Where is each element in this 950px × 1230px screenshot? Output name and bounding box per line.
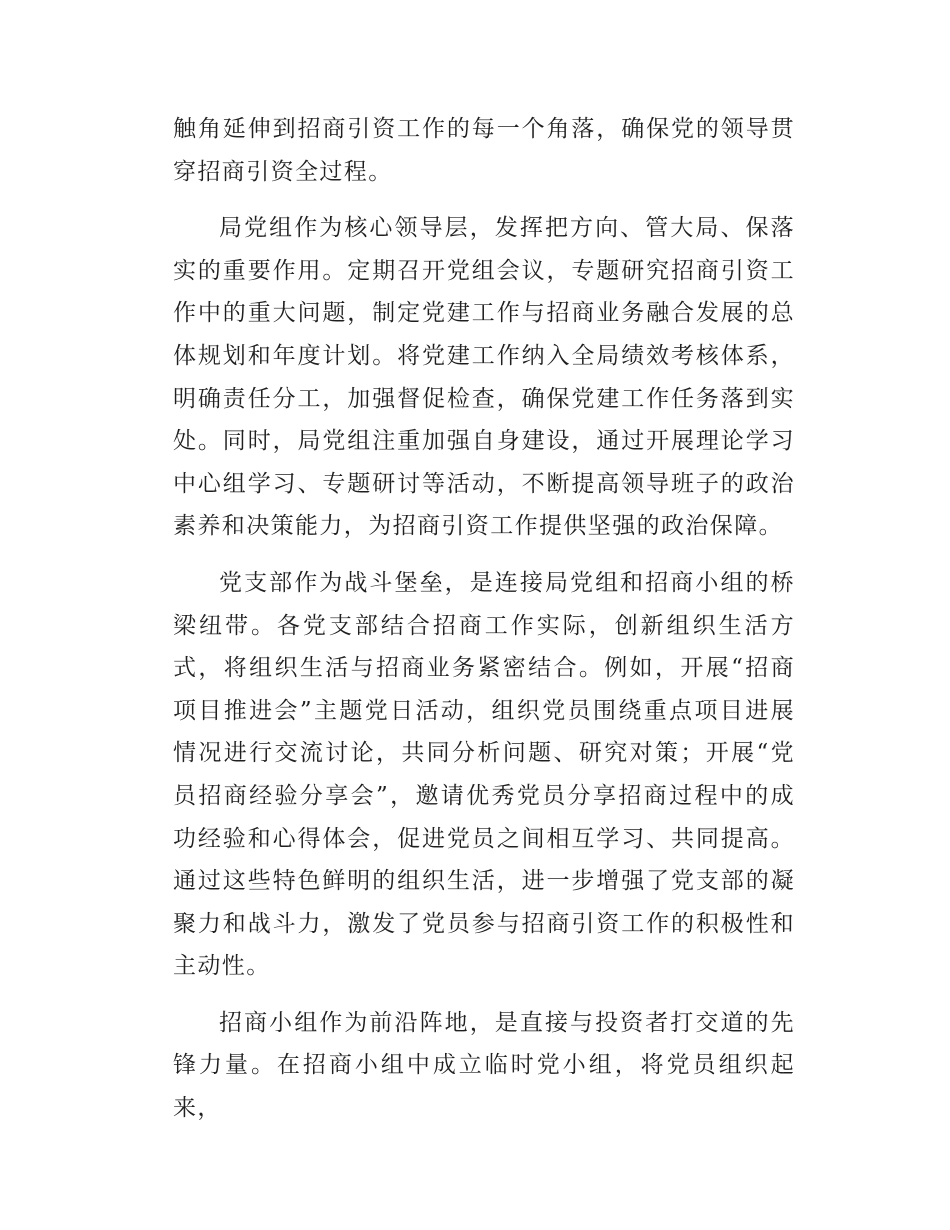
- paragraph-continuation: 触角延伸到招商引资工作的每一个角落，确保党的领导贯穿招商引资全过程。: [173, 116, 795, 185]
- document-body: [173, 108, 795, 1144]
- paragraph-party-group: 局党组作为核心领导层，发挥把方向、管大局、保落实的重要作用。定期召开党组会议，专题研究招商引资工作中的重大问题，制定党建工作与招商业务融合发展的总体规划和年度计划。将党建工作纳入全局绩效考核体系，明确责任分工，加强督促检查，确保党建工作任务落到实处。同时，局党组注重加强自身建设，通过开展理论学习中心组学习、专题研讨等活动，不断提高领导班子的政治素养和决策能力，为招商引资工作提供坚强的政治保障。: [173, 215, 795, 540]
- paragraph-party-branch: 党支部作为战斗堡垒，是连接局党组和招商小组的桥梁纽带。各党支部结合招商工作实际，创新组织生活方式，将组织生活与招商业务紧密结合。例如，开展“招商项目推进会”主题党日活动，组织党员围绕重点项目进展情况进行交流讨论，共同分析问题、研究对策；开展“党员招商经验分享会”，邀请优秀党员分享招商过程中的成功经验和心得体会，促进党员之间相互学习、共同提高。通过这些特色鲜明的组织生活，进一步增强了党支部的凝聚力和战斗力，激发了党员参与招商引资工作的积极性和主动性。: [173, 569, 795, 980]
- paragraph-investment-team: 招商小组作为前沿阵地，是直接与投资者打交道的先锋力量。在招商小组中成立临时党小组，将党员组织起来，: [173, 1009, 795, 1122]
